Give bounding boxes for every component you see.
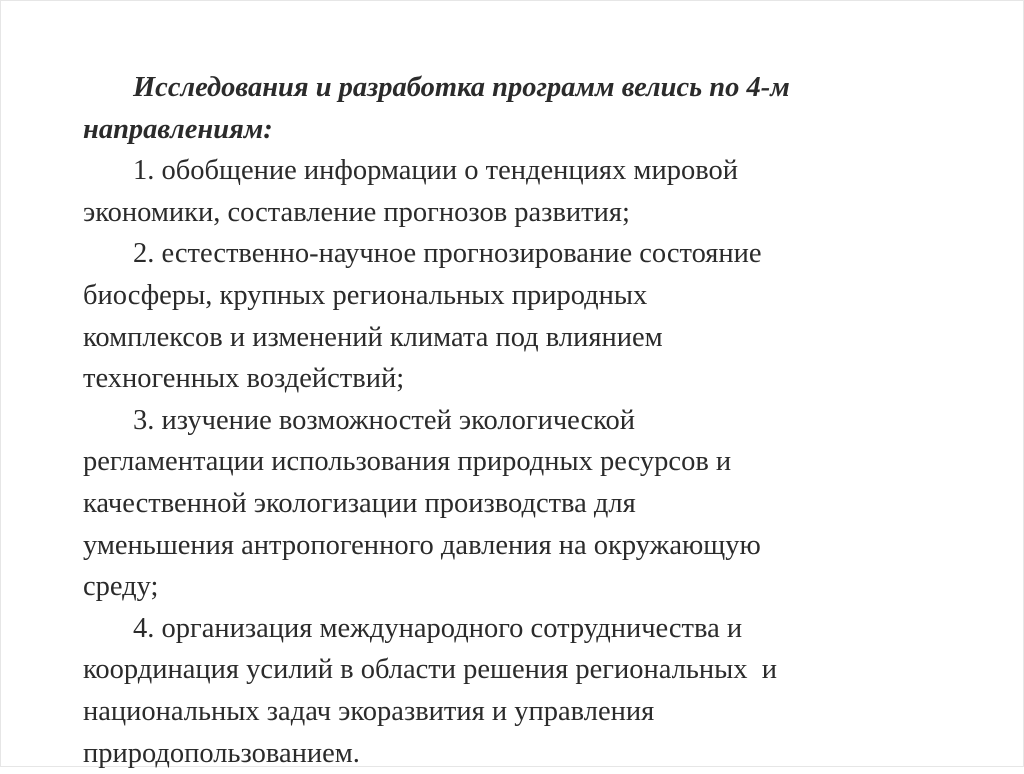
item-line: природопользованием. (83, 733, 963, 774)
item-line: 1. обобщение информации о тенденциях мировой (83, 150, 963, 192)
item-line: биосферы, крупных региональных природных (83, 275, 963, 317)
item-line: 3. изучение возможностей экологической (83, 400, 963, 442)
item-line: регламентации использования природных ресурсов и (83, 441, 963, 483)
list-item-1 (83, 150, 963, 233)
list-item-4 (83, 608, 963, 774)
item-line: национальных задач экоразвития и управления (83, 691, 963, 733)
slide-heading (83, 67, 963, 150)
item-line: координация усилий в области решения региональных и (83, 649, 963, 691)
item-line: уменьшения антропогенного давления на окружающую (83, 525, 963, 567)
item-line: комплексов и изменений климата под влиянием (83, 317, 963, 359)
item-line: 4. организация международного сотрудничества и (83, 608, 963, 650)
list-item-2 (83, 233, 963, 399)
heading-line: Исследования и разработка программ велись по 4-м (83, 67, 963, 109)
item-line: экономики, составление прогнозов развития; (83, 192, 963, 234)
item-line: среду; (83, 566, 963, 608)
list-item-3 (83, 400, 963, 608)
item-line: качественной экологизации производства для (83, 483, 963, 525)
heading-line: направлениям: (83, 109, 963, 151)
item-line: 2. естественно-научное прогнозирование состояние (83, 233, 963, 275)
slide-text-body (83, 67, 963, 774)
item-line: техногенных воздействий; (83, 358, 963, 400)
